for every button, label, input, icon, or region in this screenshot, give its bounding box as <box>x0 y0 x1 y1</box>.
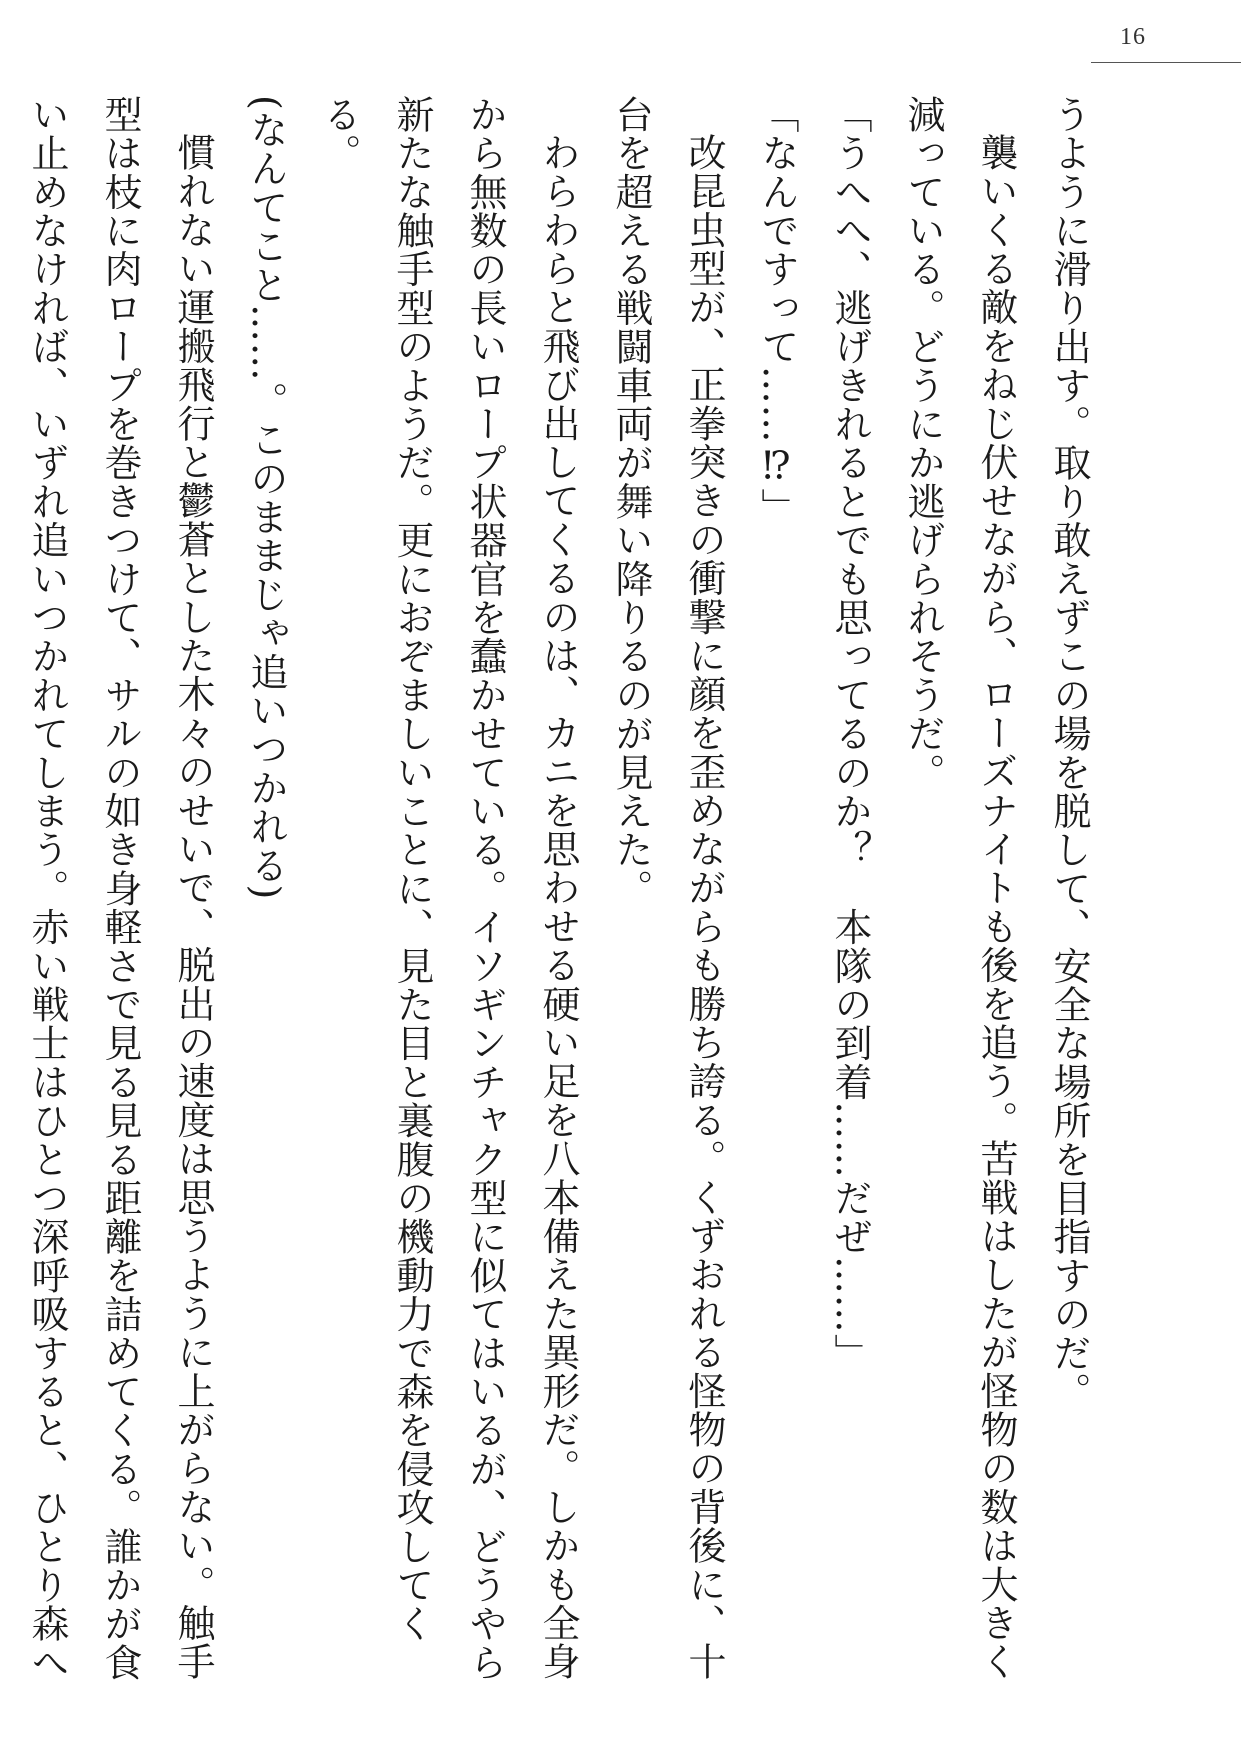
paragraph-narration: 慣れない運搬飛行と鬱蒼とした木々のせいで、脱出の速度は思うように上がらない。触手型は枝に肉ロープを巻きつけて、サルの如き身軽さで見る見る距離を詰めてくる。誰かが食い止めなければ、いずれ追いつかれてしまう。赤い戦士はひとつ深呼吸すると、ひとり森へ <box>25 95 215 1682</box>
header-rule <box>1091 62 1241 63</box>
novel-text-body <box>25 95 1105 1715</box>
paragraph-inner-thought: (なんてこと……。このままじゃ追いつかれる) <box>244 95 288 901</box>
page-number: 16 <box>1120 24 1146 50</box>
paragraph-narration: 襲いくる敵をねじ伏せながら、ローズナイトも後を追う。苦戦はしたが怪物の数は大きく減っている。どうにか逃げられそうだ。 <box>901 95 1018 1681</box>
paragraph-narration: わらわらと飛び出してくるのは、カニを思わせる硬い足を八本備えた異形だ。しかも全身から無数の長いロープ状器官を蠢かせている。イソギンチャク型に似てはいるが、どうやら新たな触手型のようだ。更におぞましいことに、見た目と裏腹の機動力で森を侵攻してくる。 <box>317 95 580 1682</box>
paragraph-dialogue: 「なんですって……⁉」 <box>755 95 799 527</box>
paragraph-dialogue: 「うへへ、逃げきれるとでも思ってるのか？ 本隊の到着……だぜ……」 <box>828 95 872 1373</box>
paragraph-narration: 改昆虫型が、正拳突きの衝撃に顔を歪めながらも勝ち誇る。くずおれる怪物の背後に、十台を超える戦闘車両が舞い降りるのが見えた。 <box>609 95 726 1681</box>
paragraph-continuation: うように滑り出す。取り敢えずこの場を脱して、安全な場所を目指すのだ。 <box>1047 95 1091 1411</box>
